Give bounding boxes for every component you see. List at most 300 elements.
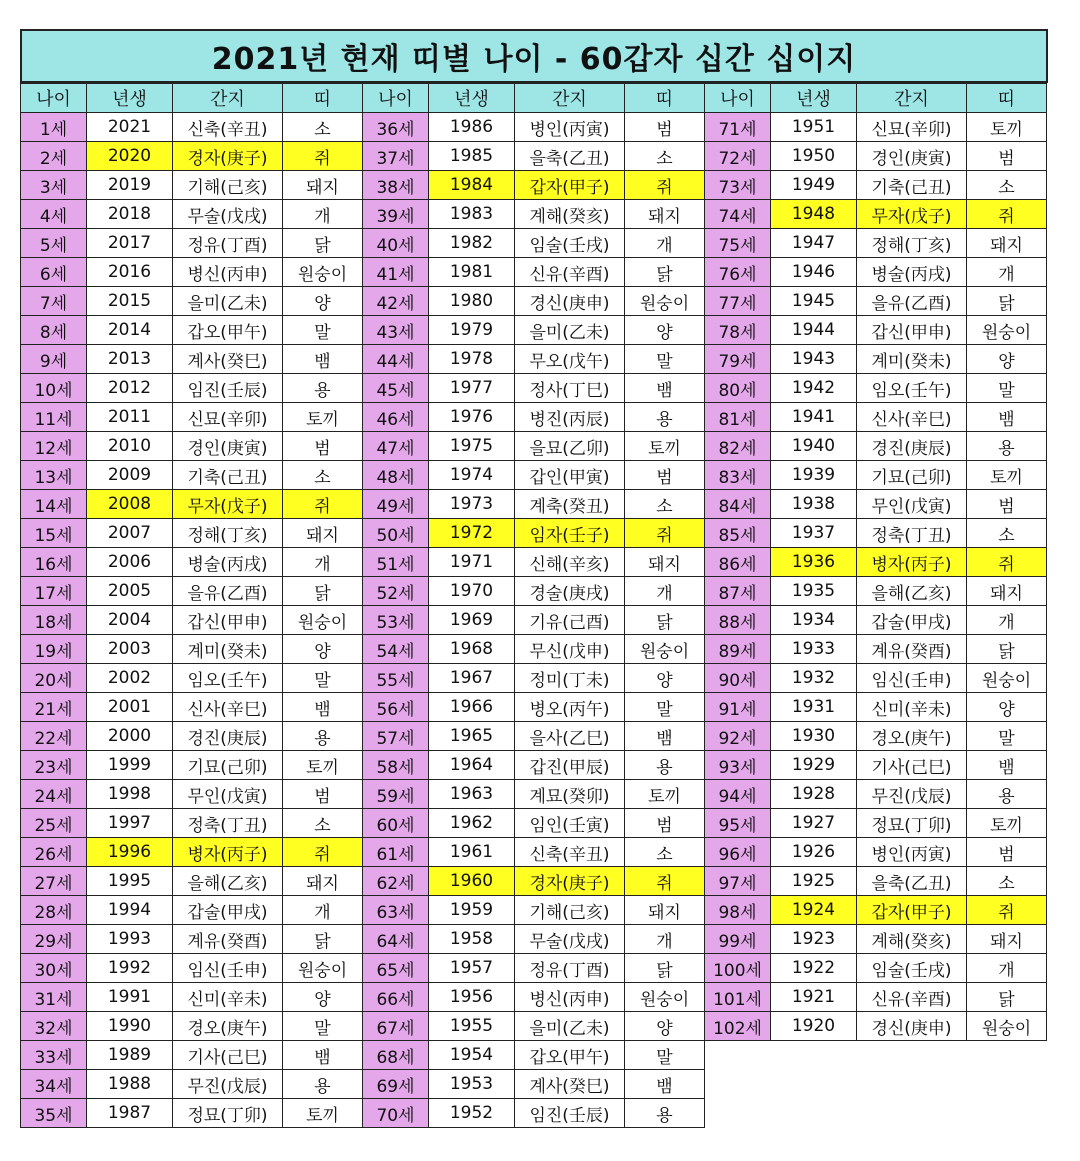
birth-year-cell: 1942 — [771, 374, 857, 403]
table-row — [705, 635, 1047, 664]
age-cell: 3세 — [21, 171, 87, 200]
animal-cell: 범 — [283, 780, 363, 809]
table-row — [705, 809, 1047, 838]
table-row — [363, 925, 705, 954]
birth-year-cell: 2005 — [87, 577, 173, 606]
table-row — [363, 780, 705, 809]
age-cell: 35세 — [21, 1099, 87, 1128]
animal-cell: 개 — [967, 954, 1047, 983]
table-row — [21, 983, 363, 1012]
animal-cell: 닭 — [625, 954, 705, 983]
age-cell: 101세 — [705, 983, 771, 1012]
table-row — [21, 664, 363, 693]
birth-year-cell: 1992 — [87, 954, 173, 983]
table-row — [705, 519, 1047, 548]
birth-year-cell: 1972 — [429, 519, 515, 548]
ganji-cell: 신축(辛丑) — [173, 113, 283, 142]
birth-year-cell: 1929 — [771, 751, 857, 780]
age-cell: 58세 — [363, 751, 429, 780]
birth-year-cell: 1954 — [429, 1041, 515, 1070]
age-cell: 33세 — [21, 1041, 87, 1070]
age-cell: 30세 — [21, 954, 87, 983]
age-cell: 42세 — [363, 287, 429, 316]
table-row — [363, 461, 705, 490]
birth-year-cell: 1959 — [429, 896, 515, 925]
age-table-block-1 — [20, 83, 363, 1128]
ganji-cell: 무자(戊子) — [857, 200, 967, 229]
age-cell: 80세 — [705, 374, 771, 403]
ganji-cell: 계묘(癸卯) — [515, 780, 625, 809]
animal-cell: 소 — [283, 461, 363, 490]
age-cell: 45세 — [363, 374, 429, 403]
birth-year-cell: 1997 — [87, 809, 173, 838]
header-row — [705, 84, 1047, 113]
table-row — [705, 867, 1047, 896]
birth-year-cell: 2014 — [87, 316, 173, 345]
ganji-cell: 임자(壬子) — [515, 519, 625, 548]
table-row — [363, 142, 705, 171]
ganji-cell: 임신(壬申) — [857, 664, 967, 693]
age-table-block-3 — [704, 83, 1047, 1041]
age-cell: 61세 — [363, 838, 429, 867]
age-cell: 64세 — [363, 925, 429, 954]
table-row — [705, 316, 1047, 345]
birth-year-cell: 1952 — [429, 1099, 515, 1128]
table-row — [21, 722, 363, 751]
age-cell: 17세 — [21, 577, 87, 606]
age-cell: 65세 — [363, 954, 429, 983]
birth-year-cell: 1947 — [771, 229, 857, 258]
animal-cell: 토끼 — [967, 113, 1047, 142]
ganji-cell: 정축(丁丑) — [173, 809, 283, 838]
birth-year-cell: 1934 — [771, 606, 857, 635]
birth-year-cell: 1936 — [771, 548, 857, 577]
header-year: 년생 — [429, 84, 515, 113]
table-row — [363, 664, 705, 693]
birth-year-cell: 1932 — [771, 664, 857, 693]
age-cell: 102세 — [705, 1012, 771, 1041]
header-animal: 띠 — [967, 84, 1047, 113]
birth-year-cell: 1926 — [771, 838, 857, 867]
table-row — [363, 635, 705, 664]
animal-cell: 소 — [967, 867, 1047, 896]
age-cell: 15세 — [21, 519, 87, 548]
ganji-cell: 신사(辛巳) — [173, 693, 283, 722]
animal-cell: 원숭이 — [283, 954, 363, 983]
age-cell: 75세 — [705, 229, 771, 258]
age-cell: 26세 — [21, 838, 87, 867]
birth-year-cell: 1984 — [429, 171, 515, 200]
ganji-cell: 신유(辛酉) — [515, 258, 625, 287]
animal-cell: 토끼 — [283, 403, 363, 432]
birth-year-cell: 1993 — [87, 925, 173, 954]
birth-year-cell: 1925 — [771, 867, 857, 896]
age-cell: 89세 — [705, 635, 771, 664]
birth-year-cell: 1987 — [87, 1099, 173, 1128]
birth-year-cell: 1921 — [771, 983, 857, 1012]
age-cell: 23세 — [21, 751, 87, 780]
table-row — [21, 838, 363, 867]
header-age: 나이 — [363, 84, 429, 113]
table-row — [363, 345, 705, 374]
birth-year-cell: 1961 — [429, 838, 515, 867]
birth-year-cell: 1970 — [429, 577, 515, 606]
table-row — [705, 171, 1047, 200]
birth-year-cell: 1928 — [771, 780, 857, 809]
ganji-cell: 병인(丙寅) — [515, 113, 625, 142]
birth-year-cell: 1980 — [429, 287, 515, 316]
age-cell: 36세 — [363, 113, 429, 142]
table-row — [21, 954, 363, 983]
table-row — [363, 1099, 705, 1128]
age-cell: 13세 — [21, 461, 87, 490]
animal-cell: 용 — [625, 751, 705, 780]
animal-cell: 범 — [625, 113, 705, 142]
table-row — [363, 519, 705, 548]
animal-cell: 소 — [625, 838, 705, 867]
page-title: 2021년 현재 띠별 나이 - 60갑자 십간 십이지 — [20, 29, 1048, 83]
birth-year-cell: 2020 — [87, 142, 173, 171]
table-row — [21, 316, 363, 345]
birth-year-cell: 1975 — [429, 432, 515, 461]
ganji-cell: 정묘(丁卯) — [857, 809, 967, 838]
table-row — [705, 664, 1047, 693]
table-row — [705, 925, 1047, 954]
age-cell: 2세 — [21, 142, 87, 171]
ganji-cell: 을축(乙丑) — [857, 867, 967, 896]
ganji-cell: 계사(癸巳) — [173, 345, 283, 374]
ganji-cell: 계미(癸未) — [173, 635, 283, 664]
birth-year-cell: 2015 — [87, 287, 173, 316]
animal-cell: 개 — [625, 925, 705, 954]
ganji-cell: 임오(壬午) — [857, 374, 967, 403]
header-year: 년생 — [87, 84, 173, 113]
animal-cell: 범 — [625, 809, 705, 838]
age-cell: 94세 — [705, 780, 771, 809]
birth-year-cell: 1957 — [429, 954, 515, 983]
ganji-cell: 경신(庚申) — [857, 1012, 967, 1041]
age-cell: 77세 — [705, 287, 771, 316]
birth-year-cell: 1963 — [429, 780, 515, 809]
ganji-cell: 신미(辛未) — [857, 693, 967, 722]
birth-year-cell: 2019 — [87, 171, 173, 200]
age-cell: 9세 — [21, 345, 87, 374]
animal-cell: 닭 — [625, 606, 705, 635]
table-row — [21, 461, 363, 490]
age-cell: 53세 — [363, 606, 429, 635]
birth-year-cell: 2012 — [87, 374, 173, 403]
table-row — [705, 200, 1047, 229]
ganji-cell: 병인(丙寅) — [857, 838, 967, 867]
age-cell: 19세 — [21, 635, 87, 664]
animal-cell: 토끼 — [625, 432, 705, 461]
ganji-cell: 병신(丙申) — [515, 983, 625, 1012]
animal-cell: 소 — [625, 142, 705, 171]
age-cell: 16세 — [21, 548, 87, 577]
ganji-cell: 병신(丙申) — [173, 258, 283, 287]
birth-year-cell: 1927 — [771, 809, 857, 838]
ganji-cell: 경오(庚午) — [173, 1012, 283, 1041]
table-row — [363, 809, 705, 838]
animal-cell: 원숭이 — [625, 983, 705, 1012]
animal-cell: 쥐 — [283, 142, 363, 171]
birth-year-cell: 1968 — [429, 635, 515, 664]
table-row — [705, 287, 1047, 316]
table-row — [705, 258, 1047, 287]
animal-cell: 토끼 — [967, 461, 1047, 490]
age-cell: 6세 — [21, 258, 87, 287]
ganji-cell: 임인(壬寅) — [515, 809, 625, 838]
animal-cell: 개 — [283, 896, 363, 925]
birth-year-cell: 1956 — [429, 983, 515, 1012]
table-row — [21, 258, 363, 287]
birth-year-cell: 2003 — [87, 635, 173, 664]
ganji-cell: 경인(庚寅) — [857, 142, 967, 171]
birth-year-cell: 2008 — [87, 490, 173, 519]
table-row — [21, 287, 363, 316]
ganji-cell: 무오(戊午) — [515, 345, 625, 374]
table-row — [21, 751, 363, 780]
birth-year-cell: 1924 — [771, 896, 857, 925]
birth-year-cell: 1977 — [429, 374, 515, 403]
age-cell: 91세 — [705, 693, 771, 722]
ganji-cell: 경오(庚午) — [857, 722, 967, 751]
table-row — [363, 258, 705, 287]
age-cell: 55세 — [363, 664, 429, 693]
ganji-cell: 을사(乙巳) — [515, 722, 625, 751]
ganji-cell: 갑신(甲申) — [173, 606, 283, 635]
animal-cell: 원숭이 — [967, 1012, 1047, 1041]
ganji-cell: 을미(乙未) — [515, 316, 625, 345]
ganji-cell: 신유(辛酉) — [857, 983, 967, 1012]
animal-cell: 말 — [625, 1041, 705, 1070]
header-ganji: 간지 — [857, 84, 967, 113]
birth-year-cell: 1922 — [771, 954, 857, 983]
animal-cell: 양 — [625, 316, 705, 345]
age-cell: 38세 — [363, 171, 429, 200]
ganji-cell: 임진(壬辰) — [173, 374, 283, 403]
header-ganji: 간지 — [515, 84, 625, 113]
age-cell: 56세 — [363, 693, 429, 722]
age-cell: 98세 — [705, 896, 771, 925]
age-cell: 41세 — [363, 258, 429, 287]
age-cell: 21세 — [21, 693, 87, 722]
table-row — [21, 490, 363, 519]
ganji-cell: 을축(乙丑) — [515, 142, 625, 171]
birth-year-cell: 1937 — [771, 519, 857, 548]
ganji-cell: 갑오(甲午) — [515, 1041, 625, 1070]
ganji-cell: 기축(己丑) — [857, 171, 967, 200]
ganji-cell: 임술(壬戌) — [515, 229, 625, 258]
ganji-cell: 신미(辛未) — [173, 983, 283, 1012]
animal-cell: 소 — [967, 171, 1047, 200]
animal-cell: 양 — [625, 1012, 705, 1041]
birth-year-cell: 1979 — [429, 316, 515, 345]
age-cell: 49세 — [363, 490, 429, 519]
table-row — [363, 1041, 705, 1070]
animal-cell: 토끼 — [283, 751, 363, 780]
animal-cell: 양 — [967, 345, 1047, 374]
age-cell: 97세 — [705, 867, 771, 896]
age-cell: 18세 — [21, 606, 87, 635]
ganji-cell: 신축(辛丑) — [515, 838, 625, 867]
table-row — [21, 1099, 363, 1128]
age-cell: 8세 — [21, 316, 87, 345]
age-cell: 20세 — [21, 664, 87, 693]
table-row — [363, 287, 705, 316]
age-cell: 78세 — [705, 316, 771, 345]
birth-year-cell: 2011 — [87, 403, 173, 432]
age-cell: 90세 — [705, 664, 771, 693]
ganji-cell: 갑술(甲戌) — [173, 896, 283, 925]
animal-cell: 양 — [283, 983, 363, 1012]
header-animal: 띠 — [625, 84, 705, 113]
birth-year-cell: 1985 — [429, 142, 515, 171]
age-cell: 73세 — [705, 171, 771, 200]
table-row — [21, 432, 363, 461]
animal-cell: 양 — [283, 287, 363, 316]
ganji-cell: 갑진(甲辰) — [515, 751, 625, 780]
animal-cell: 돼지 — [283, 519, 363, 548]
birth-year-cell: 2006 — [87, 548, 173, 577]
birth-year-cell: 1988 — [87, 1070, 173, 1099]
animal-cell: 닭 — [283, 925, 363, 954]
animal-cell: 쥐 — [283, 838, 363, 867]
animal-cell: 돼지 — [283, 171, 363, 200]
animal-cell: 말 — [967, 722, 1047, 751]
table-row — [705, 113, 1047, 142]
age-cell: 50세 — [363, 519, 429, 548]
animal-cell: 개 — [283, 200, 363, 229]
table-row — [363, 867, 705, 896]
animal-cell: 범 — [625, 461, 705, 490]
age-cell: 88세 — [705, 606, 771, 635]
ganji-cell: 무술(戊戌) — [173, 200, 283, 229]
animal-cell: 토끼 — [625, 780, 705, 809]
age-cell: 11세 — [21, 403, 87, 432]
age-cell: 62세 — [363, 867, 429, 896]
ganji-cell: 계해(癸亥) — [857, 925, 967, 954]
age-cell: 60세 — [363, 809, 429, 838]
table-row — [363, 316, 705, 345]
age-cell: 54세 — [363, 635, 429, 664]
ganji-cell: 무신(戊申) — [515, 635, 625, 664]
header-age: 나이 — [705, 84, 771, 113]
table-row — [21, 925, 363, 954]
table-row — [705, 780, 1047, 809]
animal-cell: 쥐 — [283, 490, 363, 519]
header-row — [21, 84, 363, 113]
table-row — [705, 374, 1047, 403]
birth-year-cell: 1989 — [87, 1041, 173, 1070]
birth-year-cell: 1933 — [771, 635, 857, 664]
age-cell: 83세 — [705, 461, 771, 490]
age-cell: 5세 — [21, 229, 87, 258]
ganji-cell: 을미(乙未) — [515, 1012, 625, 1041]
birth-year-cell: 1995 — [87, 867, 173, 896]
birth-year-cell: 1990 — [87, 1012, 173, 1041]
age-cell: 92세 — [705, 722, 771, 751]
animal-cell: 돼지 — [967, 925, 1047, 954]
ganji-cell: 정유(丁酉) — [173, 229, 283, 258]
animal-cell: 용 — [283, 722, 363, 751]
animal-cell: 원숭이 — [283, 606, 363, 635]
animal-cell: 용 — [625, 1099, 705, 1128]
ganji-cell: 무진(戊辰) — [173, 1070, 283, 1099]
table-row — [21, 142, 363, 171]
age-cell: 27세 — [21, 867, 87, 896]
birth-year-cell: 2002 — [87, 664, 173, 693]
age-cell: 1세 — [21, 113, 87, 142]
ganji-cell: 무자(戊子) — [173, 490, 283, 519]
animal-cell: 양 — [625, 664, 705, 693]
animal-cell: 말 — [625, 693, 705, 722]
table-row — [705, 548, 1047, 577]
birth-year-cell: 1939 — [771, 461, 857, 490]
age-cell: 40세 — [363, 229, 429, 258]
age-cell: 95세 — [705, 809, 771, 838]
table-row — [21, 113, 363, 142]
header-age: 나이 — [21, 84, 87, 113]
table-row — [363, 548, 705, 577]
table-row — [705, 693, 1047, 722]
table-row — [363, 200, 705, 229]
table-row — [363, 374, 705, 403]
table-row — [21, 1012, 363, 1041]
age-cell: 72세 — [705, 142, 771, 171]
age-cell: 52세 — [363, 577, 429, 606]
age-cell: 71세 — [705, 113, 771, 142]
table-row — [705, 606, 1047, 635]
table-row — [705, 432, 1047, 461]
header-ganji: 간지 — [173, 84, 283, 113]
birth-year-cell: 2000 — [87, 722, 173, 751]
table-row — [21, 229, 363, 258]
ganji-cell: 정축(丁丑) — [857, 519, 967, 548]
birth-year-cell: 1962 — [429, 809, 515, 838]
age-cell: 34세 — [21, 1070, 87, 1099]
birth-year-cell: 1923 — [771, 925, 857, 954]
table-row — [705, 983, 1047, 1012]
age-cell: 66세 — [363, 983, 429, 1012]
birth-year-cell: 2021 — [87, 113, 173, 142]
table-row — [21, 403, 363, 432]
animal-cell: 뱀 — [625, 1070, 705, 1099]
ganji-cell: 기사(己巳) — [857, 751, 967, 780]
birth-year-cell: 2016 — [87, 258, 173, 287]
table-row — [705, 403, 1047, 432]
animal-cell: 개 — [967, 258, 1047, 287]
age-cell: 96세 — [705, 838, 771, 867]
birth-year-cell: 1967 — [429, 664, 515, 693]
ganji-cell: 정사(丁巳) — [515, 374, 625, 403]
birth-year-cell: 1955 — [429, 1012, 515, 1041]
ganji-cell: 무술(戊戌) — [515, 925, 625, 954]
ganji-cell: 경인(庚寅) — [173, 432, 283, 461]
table-row — [21, 896, 363, 925]
birth-year-cell: 1974 — [429, 461, 515, 490]
birth-year-cell: 1986 — [429, 113, 515, 142]
table-row — [705, 577, 1047, 606]
animal-cell: 말 — [967, 374, 1047, 403]
ganji-cell: 정묘(丁卯) — [173, 1099, 283, 1128]
birth-year-cell: 1953 — [429, 1070, 515, 1099]
ganji-cell: 기묘(己卯) — [173, 751, 283, 780]
animal-cell: 쥐 — [625, 171, 705, 200]
ganji-cell: 임진(壬辰) — [515, 1099, 625, 1128]
ganji-cell: 기축(己丑) — [173, 461, 283, 490]
ganji-cell: 기유(己酉) — [515, 606, 625, 635]
